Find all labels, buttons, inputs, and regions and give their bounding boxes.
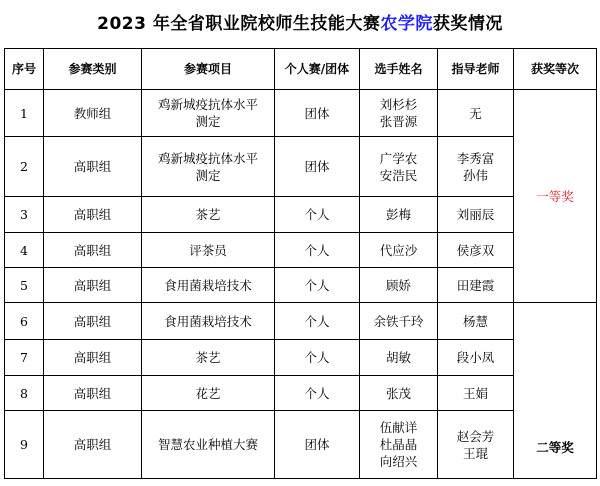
cell-players (360, 303, 438, 340)
table-row (5, 268, 597, 303)
cell-players-line: 彭梅 (385, 207, 411, 222)
cell-type: 团体 (275, 137, 360, 197)
cell-project-line: 茶艺 (195, 350, 221, 365)
cell-project-line: 智慧农业种植大赛 (157, 437, 258, 452)
cell-players-line: 伍献详 (379, 420, 418, 435)
cell-project-line: 食用菌栽培技术 (164, 313, 252, 329)
cell-players-line: 代应沙 (379, 242, 418, 258)
cell-advisors-line: 侯彦双 (456, 242, 495, 258)
table-row (5, 137, 597, 197)
table-row (5, 411, 597, 479)
cell-players (360, 137, 438, 197)
cell-project (142, 411, 275, 479)
cell-advisors-line: 孙伟 (462, 167, 488, 183)
header-category: 参赛类别 (44, 49, 142, 90)
cell-no: 5 (5, 268, 44, 303)
cell-players-line: 张茂 (385, 385, 411, 401)
page-title (0, 0, 600, 48)
cell-players (360, 268, 438, 303)
cell-advisors-line: 王琨 (462, 445, 488, 461)
cell-type: 个人 (275, 268, 360, 303)
cell-advisors (438, 340, 514, 376)
header-award: 获奖等次 (514, 49, 597, 90)
cell-project (142, 268, 275, 303)
table-row (5, 197, 597, 233)
header-project: 参赛项目 (142, 49, 275, 90)
cell-category: 高职组 (44, 197, 142, 233)
cell-players-line: 余铁千玲 (373, 313, 424, 329)
cell-project (142, 376, 275, 411)
cell-type: 个人 (275, 197, 360, 233)
cell-project-line: 鸡新城疫抗体水平 (157, 150, 258, 166)
header-advisors: 指导老师 (438, 49, 514, 90)
cell-players-line: 张晋源 (379, 114, 418, 129)
cell-project-line: 茶艺 (195, 207, 221, 222)
cell-advisors (438, 376, 514, 411)
cell-category: 高职组 (44, 340, 142, 376)
cell-project (142, 303, 275, 340)
cell-advisors-line: 段小凤 (456, 350, 495, 365)
cell-players-line: 向绍兴 (379, 454, 418, 469)
cell-advisors-line: 刘丽辰 (456, 207, 495, 222)
header-type: 个人赛/团体 (275, 49, 360, 90)
table-row (5, 303, 597, 340)
cell-advisors-line: 无 (469, 105, 482, 121)
cell-project-line: 花艺 (195, 385, 221, 401)
cell-advisors-line: 田建霞 (456, 277, 495, 293)
awards-table (4, 48, 597, 479)
cell-players (360, 233, 438, 268)
cell-players (360, 90, 438, 137)
cell-advisors-line: 杨慧 (462, 313, 488, 329)
cell-no: 4 (5, 233, 44, 268)
award-first: 一等奖 (514, 90, 597, 303)
cell-category: 高职组 (44, 303, 142, 340)
cell-project (142, 90, 275, 137)
cell-players-line: 胡敏 (385, 350, 411, 365)
cell-type: 团体 (275, 411, 360, 479)
cell-project (142, 233, 275, 268)
cell-type: 个人 (275, 303, 360, 340)
header-no: 序号 (5, 49, 44, 90)
cell-category: 高职组 (44, 411, 142, 479)
cell-project-line: 测定 (195, 114, 221, 129)
cell-category: 高职组 (44, 376, 142, 411)
cell-advisors (438, 268, 514, 303)
table-row (5, 340, 597, 376)
title-suffix: 获奖情况 (432, 14, 503, 34)
title-prefix: 2023 年全省职业院校师生技能大赛 (97, 14, 381, 34)
cell-no: 6 (5, 303, 44, 340)
cell-advisors (438, 233, 514, 268)
cell-advisors-line: 王娟 (462, 385, 488, 401)
cell-players (360, 197, 438, 233)
cell-category: 教师组 (44, 90, 142, 137)
cell-no: 2 (5, 137, 44, 197)
cell-advisors (438, 411, 514, 479)
cell-project-line: 测定 (195, 167, 221, 183)
cell-project-line: 评茶员 (189, 242, 227, 258)
cell-players-line: 刘杉杉 (379, 97, 418, 112)
cell-project (142, 197, 275, 233)
cell-no: 1 (5, 90, 44, 137)
table-header-row (5, 49, 597, 90)
cell-advisors (438, 303, 514, 340)
cell-no: 3 (5, 197, 44, 233)
cell-category: 高职组 (44, 268, 142, 303)
cell-no: 8 (5, 376, 44, 411)
cell-players-line: 广学农 (379, 150, 418, 166)
cell-players (360, 411, 438, 479)
cell-players-line: 安浩民 (379, 167, 418, 183)
cell-type: 团体 (275, 90, 360, 137)
cell-category: 高职组 (44, 137, 142, 197)
cell-advisors (438, 137, 514, 197)
cell-players (360, 340, 438, 376)
cell-project (142, 137, 275, 197)
table-row (5, 233, 597, 268)
header-players: 选手姓名 (360, 49, 438, 90)
cell-project (142, 340, 275, 376)
cell-category: 高职组 (44, 233, 142, 268)
cell-advisors (438, 197, 514, 233)
cell-players-line: 顾娇 (385, 277, 411, 293)
cell-no: 9 (5, 411, 44, 479)
table-row (5, 376, 597, 411)
cell-advisors-line: 赵会芳 (456, 428, 495, 444)
cell-advisors (438, 90, 514, 137)
award-second: 二等奖 (514, 303, 597, 479)
cell-type: 个人 (275, 376, 360, 411)
title-accent: 农学院 (380, 14, 433, 34)
table-row (5, 90, 597, 137)
cell-advisors-line: 李秀富 (456, 150, 495, 166)
cell-no: 7 (5, 340, 44, 376)
cell-players (360, 376, 438, 411)
cell-type: 个人 (275, 233, 360, 268)
cell-project-line: 鸡新城疫抗体水平 (157, 97, 258, 112)
cell-type: 个人 (275, 340, 360, 376)
cell-project-line: 食用菌栽培技术 (164, 277, 252, 293)
cell-players-line: 杜晶晶 (379, 437, 418, 452)
